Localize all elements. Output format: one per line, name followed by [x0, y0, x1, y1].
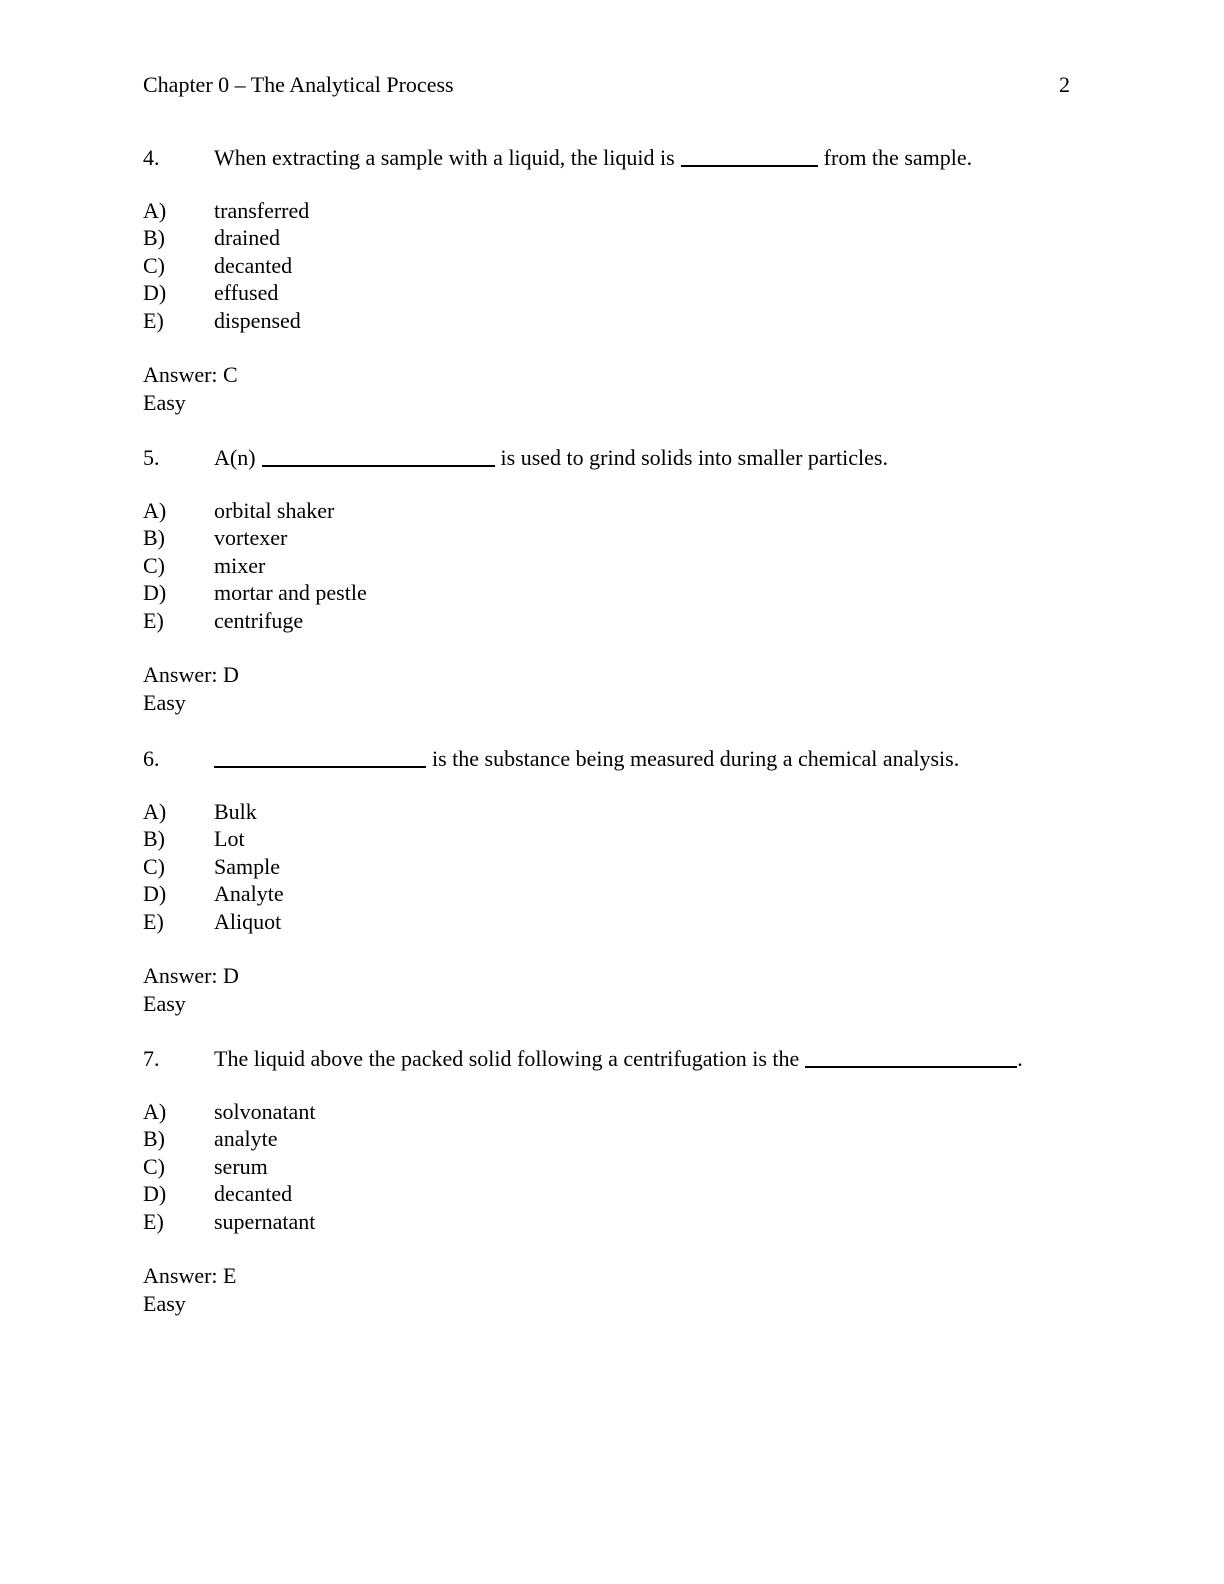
option-a: [143, 798, 1103, 825]
question-7: [143, 1044, 1103, 1318]
option-text: serum: [214, 1153, 268, 1179]
option-letter: B): [143, 826, 165, 852]
option-d: [143, 579, 1103, 606]
answer-blank: [805, 1046, 1017, 1068]
option-letter: B): [143, 1126, 165, 1152]
option-text: mixer: [214, 552, 266, 578]
page-number: 2: [1059, 72, 1070, 97]
option-d: [143, 1180, 1103, 1207]
option-letter: A): [143, 1099, 167, 1124]
option-text: vortexer: [214, 525, 288, 551]
answer-block: [143, 361, 1103, 417]
option-letter: C): [143, 552, 165, 578]
page-header: [143, 72, 1070, 100]
question-stem: [143, 744, 1103, 772]
answer-block: [143, 661, 1103, 717]
question-text-after: is used to grind solids into smaller particles.: [500, 445, 888, 470]
option-c: [143, 1153, 1103, 1180]
option-text: solvonatant: [214, 1099, 316, 1124]
option-text: orbital shaker: [214, 498, 335, 523]
option-letter: D): [143, 280, 167, 306]
option-d: [143, 880, 1103, 907]
option-text: drained: [214, 225, 280, 251]
option-c: [143, 853, 1103, 880]
option-letter: A): [143, 799, 167, 824]
option-a: [143, 497, 1103, 524]
question-stem: [143, 443, 1103, 471]
question-text-after: is the substance being measured during a chemical analysis.: [432, 746, 960, 771]
question-text-after: from the sample.: [823, 145, 973, 170]
answer-blank: [214, 746, 426, 768]
option-text: Lot: [214, 826, 245, 852]
option-b: [143, 524, 1103, 551]
question-text-before: When extracting a sample with a liquid, the liquid is: [214, 145, 675, 170]
option-text: Bulk: [214, 799, 257, 824]
question-text-before: A(n): [214, 445, 256, 470]
question-6: [143, 744, 1103, 1018]
option-text: analyte: [214, 1126, 278, 1152]
option-text: Sample: [214, 853, 280, 879]
option-a: [143, 1098, 1103, 1125]
option-c: [143, 552, 1103, 579]
option-list: [143, 798, 1103, 935]
option-letter: C): [143, 1153, 165, 1179]
option-text: Aliquot: [214, 908, 282, 934]
option-text: decanted: [214, 1181, 293, 1207]
option-letter: C): [143, 853, 165, 879]
answer-blank: [681, 145, 818, 167]
option-text: centrifuge: [214, 607, 304, 633]
answer-key: Answer: D: [143, 962, 239, 988]
difficulty-label: Easy: [143, 990, 186, 1016]
option-letter: D): [143, 1181, 167, 1207]
question-number: 6.: [143, 746, 160, 771]
option-text: decanted: [214, 252, 293, 278]
option-e: [143, 1208, 1103, 1235]
question-stem: [143, 1044, 1103, 1072]
answer-key: Answer: D: [143, 661, 239, 687]
answer-key: Answer: E: [143, 1262, 237, 1288]
question-5: [143, 443, 1103, 717]
option-text: Analyte: [214, 881, 284, 907]
difficulty-label: Easy: [143, 1290, 186, 1316]
question-number: 5.: [143, 445, 160, 470]
option-letter: D): [143, 881, 167, 907]
option-e: [143, 307, 1103, 334]
question-number: 7.: [143, 1046, 160, 1071]
option-list: [143, 497, 1103, 634]
option-list: [143, 197, 1103, 334]
question-number: 4.: [143, 145, 160, 170]
option-b: [143, 825, 1103, 852]
option-text: transferred: [214, 198, 310, 223]
option-b: [143, 1125, 1103, 1152]
chapter-title: Chapter 0 – The Analytical Process: [143, 72, 454, 97]
option-e: [143, 908, 1103, 935]
answer-key: Answer: C: [143, 361, 238, 387]
question-text-before: The liquid above the packed solid following a centrifugation is the: [214, 1046, 800, 1071]
option-letter: B): [143, 525, 165, 551]
option-text: effused: [214, 280, 279, 306]
question-stem: [143, 143, 1103, 171]
option-e: [143, 607, 1103, 634]
option-letter: E): [143, 1208, 164, 1234]
option-letter: E): [143, 607, 164, 633]
option-letter: E): [143, 307, 164, 333]
answer-blank: [262, 445, 495, 467]
answer-block: [143, 1262, 1103, 1318]
option-d: [143, 279, 1103, 306]
option-letter: E): [143, 908, 164, 934]
option-letter: B): [143, 225, 165, 251]
option-b: [143, 224, 1103, 251]
option-text: dispensed: [214, 307, 301, 333]
difficulty-label: Easy: [143, 689, 186, 715]
option-letter: C): [143, 252, 165, 278]
option-a: [143, 197, 1103, 224]
option-text: mortar and pestle: [214, 580, 367, 606]
answer-block: [143, 962, 1103, 1018]
difficulty-label: Easy: [143, 389, 186, 415]
option-c: [143, 252, 1103, 279]
option-text: supernatant: [214, 1208, 316, 1234]
question-4: [143, 143, 1103, 417]
option-list: [143, 1098, 1103, 1235]
option-letter: A): [143, 198, 167, 223]
question-text-after: .: [1017, 1046, 1023, 1071]
option-letter: D): [143, 580, 167, 606]
option-letter: A): [143, 498, 167, 523]
